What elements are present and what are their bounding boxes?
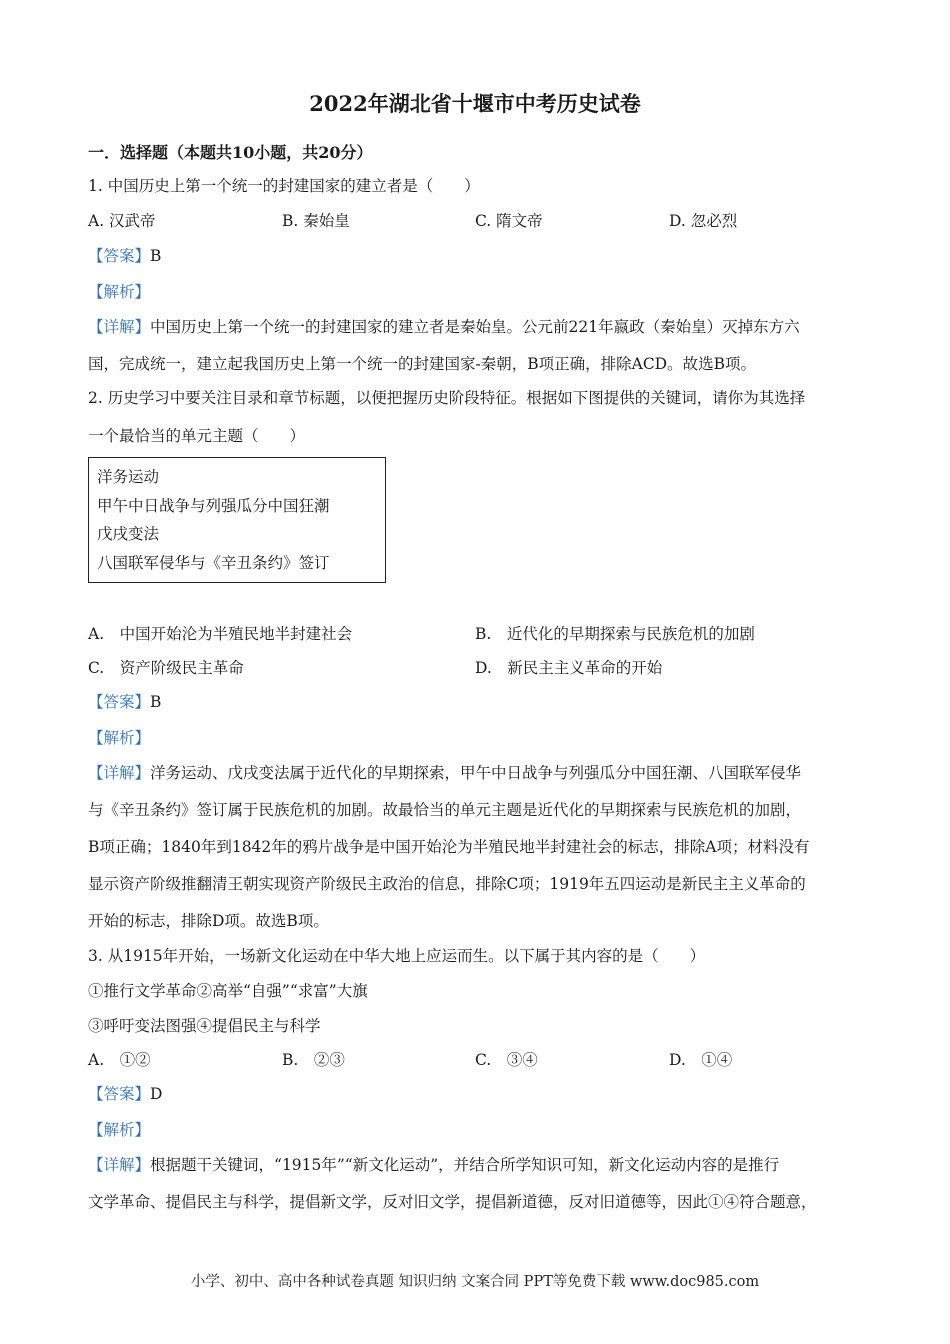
q3-stem-line-1: 3. 从1915年开始，一场新文化运动在中华大地上应运而生。以下属于其内容的是（ ） [88,947,706,965]
q3-detail-line-2: 文学革命、提倡民主与科学，提倡新文学，反对旧文学，提倡新道德，反对旧道德等，因此①④符合题意， [88,1193,817,1211]
q3-answer [88,1084,162,1104]
keyword-2: 甲午中日战争与列强瓜分中国狂潮 [97,497,330,515]
q1-option-b: B. 秦始皇 [282,212,350,230]
q2-answer [88,692,161,712]
keyword-4: 八国联军侵华与《辛丑条约》签订 [97,554,330,572]
q3-stem-line-3: ③呼吁变法图强④提倡民主与科学 [88,1017,321,1035]
q1-detail-text-1: 中国历史上第一个统一的封建国家的建立者是秦始皇。公元前221年嬴政（秦始皇）灭掉东方六 [150,318,800,336]
page-title: 2022年湖北省十堰市中考历史试卷 [309,91,641,116]
q1-detail-line-2: 国，完成统一，建立起我国历史上第一个统一的封建国家-秦朝，B项正确，排除ACD。故选B项。 [88,355,757,373]
q2-option-b: B. 近代化的早期探索与民族危机的加剧 [475,625,755,643]
q3-detail-text-1: 根据题干关键词，“1915年”“新文化运动”，并结合所学知识可知，新文化运动内容的是推行 [150,1156,780,1174]
q2-stem-line-1: 2. 历史学习中要关注目录和章节标题，以便把握历史阶段特征。根据如下图提供的关键词，请你为其选择 [88,389,806,407]
q3-option-a: A. ①② [88,1051,151,1069]
q2-detail-line-1 [88,763,801,783]
q1-answer [88,246,161,266]
q3-stem-line-2: ①推行文学革命②高举“自强”“求富”大旗 [88,982,368,1000]
q3-option-c: C. ③④ [475,1051,538,1069]
detail-label: 【详解】 [88,764,151,782]
q2-detail-line-3: B项正确；1840年到1842年的鸦片战争是中国开始沦为半殖民地半封建社会的标志，排除A项；材料没有 [88,838,810,856]
keyword-1: 洋务运动 [97,468,160,486]
q1-stem: 1. 中国历史上第一个统一的封建国家的建立者是（ ） [88,177,480,195]
keyword-3: 戊戌变法 [97,525,160,543]
q2-stem-line-2: 一个最恰当的单元主题（ ） [88,427,306,445]
answer-label: 【答案】 [88,1085,151,1103]
q3-answer-value: D [150,1085,163,1103]
q3-option-b: B. ②③ [282,1051,345,1069]
q1-option-d: D. 忽必烈 [669,212,738,230]
q1-detail-line-1 [88,317,800,337]
q2-detail-line-2: 与《辛丑条约》签订属于民族危机的加剧。故最恰当的单元主题是近代化的早期探索与民族危机的加剧， [88,801,802,819]
q2-option-c: C. 资产阶级民主革命 [88,659,244,677]
q3-option-d: D. ①④ [669,1051,733,1069]
q2-option-d: D. 新民主主义革命的开始 [475,659,663,677]
q2-keyword-box [88,457,386,583]
answer-label: 【答案】 [88,247,151,265]
q1-answer-value: B [150,247,162,265]
q3-detail-line-1 [88,1155,779,1175]
page-footer: 小学、初中、高中各种试卷真题 知识归纳 文案合同 PPT等免费下载 www.doc985.com [190,1274,760,1290]
answer-label: 【答案】 [88,693,151,711]
section-heading: 一．选择题（本题共10小题，共20分） [88,143,373,162]
q2-analysis-label: 【解析】 [88,729,151,747]
q2-answer-value: B [150,693,162,711]
q2-detail-line-5: 开始的标志，排除D项。故选B项。 [88,912,329,930]
q2-option-a: A. 中国开始沦为半殖民地半封建社会 [88,625,353,643]
detail-label: 【详解】 [88,318,151,336]
q1-option-c: C. 隋文帝 [475,212,543,230]
q1-option-a: A. 汉武帝 [88,212,156,230]
detail-label: 【详解】 [88,1156,151,1174]
q3-analysis-label: 【解析】 [88,1121,151,1139]
q1-analysis-label: 【解析】 [88,283,151,301]
q2-detail-text-1: 洋务运动、戊戌变法属于近代化的早期探索，甲午中日战争与列强瓜分中国狂潮、八国联军侵华 [150,764,802,782]
q2-detail-line-4: 显示资产阶级推翻清王朝实现资产阶级民主政治的信息，排除C项；1919年五四运动是新民主主义革命的 [88,875,806,893]
